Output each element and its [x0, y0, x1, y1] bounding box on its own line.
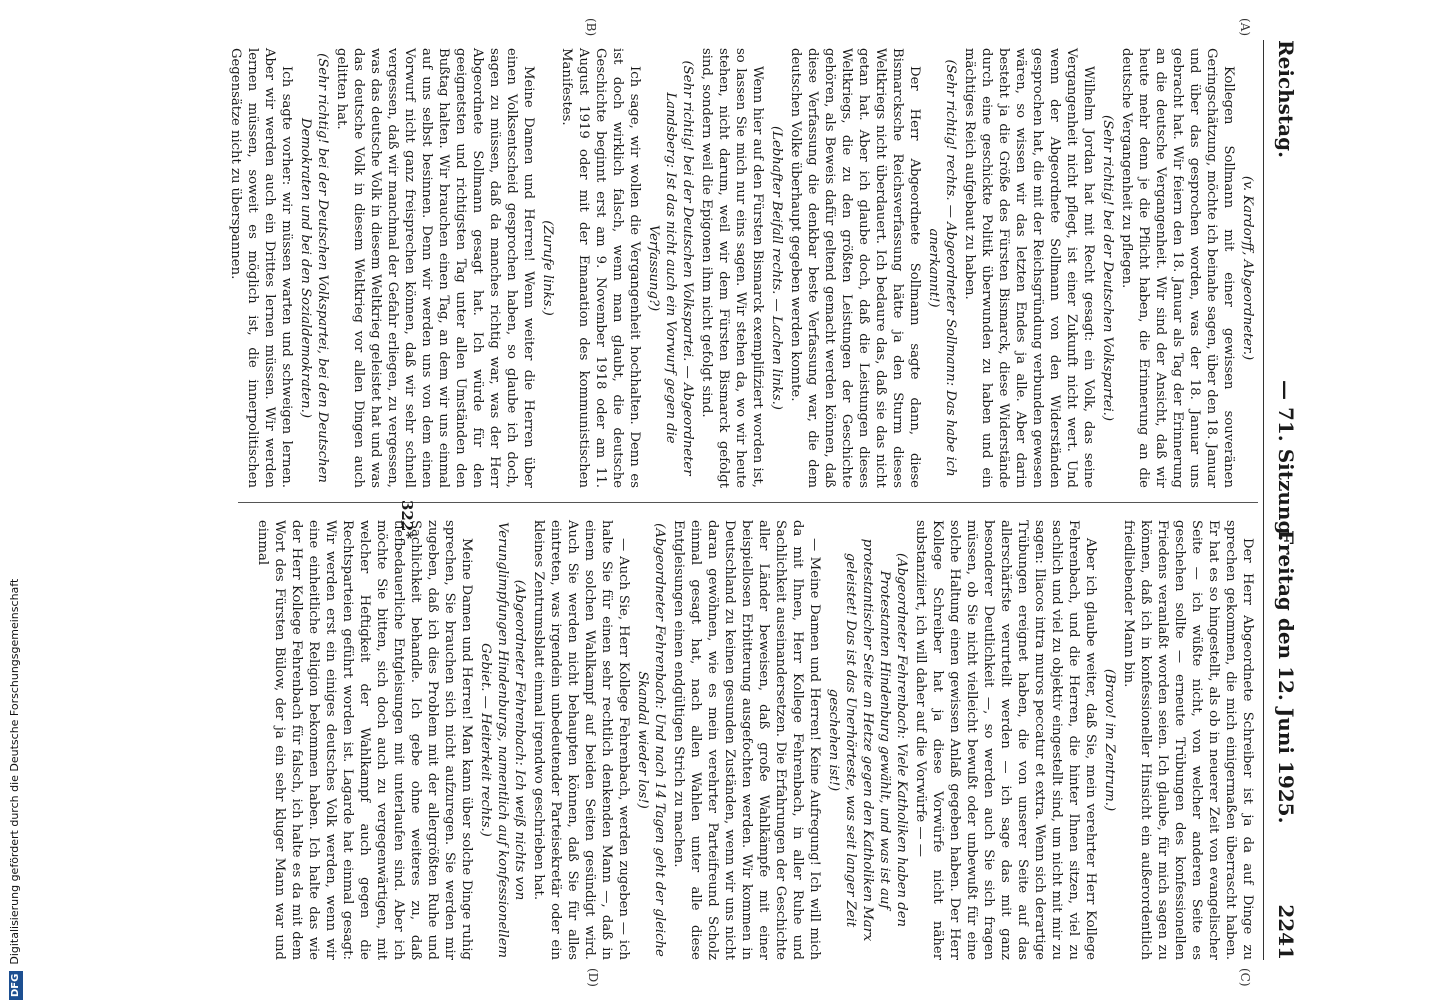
margin-marker-c: (C): [1238, 968, 1252, 987]
paragraph: (Sehr richtig! bei der Deutschen Volkspartei, bei den Deutschen Demokraten und bei den Sozialdemokraten.): [298, 53, 330, 483]
paragraph: (Zurufe links.): [540, 220, 555, 316]
paragraph: (Sehr richtig! bei der Deutschen Volkspartei.): [1100, 114, 1115, 422]
header-rule: [1263, 40, 1264, 960]
paragraph: (Abgeordneter Fehrenbach: Ich weiß nichts von Verunglimpfungen Hindenburgs, namentlich auf konfessionellem Gebiet. — Heiterkeit rechts.): [478, 521, 527, 959]
margin-marker-b: (B): [584, 18, 598, 37]
paragraph: Kollegen Sollmann mit einer gewissen souveränen Geringschätzung, möchte ich beinahe sagen, über den 18. Januar und über das gesprochen worden, was der 18. Januar uns gebracht hat. Wir feiern den 18. Januar als Tag der Erinnerung an die deutsche Vergangenheit. Wir sind der Ansicht, daß wir heute mehr denn je die Pflicht haben, die Erinnerung an die deutsche Vergangenheit zu pflegen.: [1119, 48, 1236, 488]
paragraph: (Lebhafter Beifall rechts. — Lachen links.): [769, 126, 784, 410]
page-header: [1268, 40, 1298, 960]
paragraph: Ich sage, wir wollen die Vergangenheit hochhalten. Denn es ist doch wirklich falsch, wenn man glaubt, die deutsche Geschichte beginnt erst am 9. November 1918 oder am 11. August 1919 oder mit der Emanation des kommunistischen Manifestes.: [559, 48, 642, 488]
paragraph: Wenn hier auf den Fürsten Bismarck exemplifiziert worden ist, so lassen Sie mich nur eins sagen. Wir stehen da, wo wir heute stehen, nicht darum, weil wir dem Fürsten Bismarck gefolgt sind, sondern weil die Epigonen ihm nicht gefolgt sind.: [699, 48, 765, 488]
paragraph: Aber ich glaube weiter, daß Sie, mein verehrter Herr Kollege Fehrenbach, und die Herren, die hinter Ihnen sitzen, viel zu sachlich und viel zu objektiv eingestellt sind, um nicht mit mir zu sagen: Iliacos intra muros peccatur et extra. Wenn sich derartige Trübungen ereignet haben, die von unserer Seite auf das allerschärfste verurteilt werden — ich sage das mit ganz besonderer Deutlichkeit —, so werden auch Sie sich fragen müssen, ob Sie nicht vielleicht bewußt oder unbewußt für eine solche Haltung einen gewissen Anlaß gegeben haben. Der Herr Kollege Schreiber hat ja diese Vorwürfe nicht näher substanziiert, ich will daher auf die Vorwürfe — —: [913, 520, 1098, 960]
dfg-logo: DFG: [9, 971, 23, 1000]
margin-marker-a: (A): [1238, 18, 1252, 37]
scanned-page: [118, 0, 1348, 1000]
paragraph: — Auch Sie, Herr Kollege Fehrenbach, werden zugeben — ich halte Sie für einen sehr rechtlich denkenden Mann —, daß in einem solchen Wahlkampf auf beiden Seiten gesündigt wird. Auch Sie werden nicht behaupten können, daß Sie für alles eintreten, was irgendein unbedeutender Parteisekretär oder ein kleines Zentrumsblatt einmal irgendwo geschrieben hat.: [531, 520, 631, 960]
column-divider: [238, 502, 1258, 503]
paragraph: (Sehr richtig! bei der Deutschen Volkspartei. — Abgeordneter Landsberg: Ist das nicht auch ein Vorwurf gegen die Verfassung?): [646, 60, 695, 476]
header-title: Reichstag.: [1274, 40, 1298, 159]
paragraph: Meine Damen und Herren! Man kann über solche Dinge ruhig sprechen, Sie brauchen sich nicht aufzuregen. Sie werden mir zugeben, daß ich dies Problem mit der allergrößten Ruhe und Sachlichkeit behandle. Ich gebe ohne weiteres zu, daß tiefbedauerliche Entgleisungen mit unterlaufen sind. Aber ich möchte Sie bitten, sich doch auch zu vergegenwärtigen, mit welcher Heftigkeit der Wahlkampf auch gegen die Rechtsparteien geführt worden ist. Lagarde hat einmal gesagt: Wir werden erst ein einiges deutsches Volk werden, wenn wir eine einheitliche Religion bekommen haben. Ich halte das wie der Herr Kollege Fehrenbach für falsch, ich halte es da mit dem Wort des Fürsten Bülow, der ja ein sehr kluger Mann war und einmal: [255, 520, 474, 960]
margin-marker-d: (D): [586, 968, 600, 987]
paragraph: Wilhelm Jordan hat mit Recht gesagt: ein Volk, das seine Vergangenheit nicht pflegt, ist einer Zukunft nicht wert. Und wenn der Abgeordnete Sollmann von den Widerständen gesprochen hat, die mit der Reichsgründung verbunden gewesen wären, so wissen wir das letzten Endes ja alle. Aber darin besteht ja die Größe des Fürsten Bismarck, diese Widerstände durch eine geschickte Politik überwunden zu haben und ein mächtiges Reich aufgebaut zu haben.: [962, 48, 1096, 488]
paragraph: Der Herr Abgeordnete Sollmann sagte dann, diese Bismarcksche Reichsverfassung hätte ja den Sturm dieses Weltkriegs nicht überdauert. Ich bedaure das, daß sie das nicht getan hat. Aber ich glaube doch, daß die Leistungen dieses Weltkriegs, die zu den größten Leistungen der Geschichte gehören, als Beweis dafür geltend gemacht werden können, daß diese Verfassung die denkbar beste Verfassung war, die dem deutschen Volke überhaupt gegeben werden konnte.: [788, 48, 922, 488]
paragraph: Der Herr Abgeordnete Schreiber ist ja da auf Dinge zu sprechen gekommen, die mich einigermaßen überrascht haben. Er hat es so hingestellt, als ob in neuerer Zeit von evangelischer Seite — ich wüßte nicht, von welcher anderen Seite es geschehen sollte — erneute Trübungen des konfessionellen Friedens veranlaßt worden seien. Ich glaube, für mich sagen zu können, daß ich in konfessioneller Hinsicht ein außerordentlich friedliebender Mann bin.: [1121, 520, 1255, 960]
credit-text: Digitalisierung gefördert durch die Deutsche Forschungsgemeinschaft: [8, 578, 21, 965]
paragraph: (Abgeordneter Fehrenbach: Viele Katholiken haben den Protestanten Hindenburg gewählt, und was ist auf protestantischer Seite an Hetze gegen den Katholiken Marx geleistet! Das ist das Unerhörteste, was seit langer Zeit geschehen ist!): [826, 538, 909, 942]
paragraph: (Abgeordneter Fehrenbach: Und nach 14 Tagen geht der gleiche Skandal wieder los!): [635, 523, 667, 957]
header-page-number: 2241: [1274, 904, 1298, 960]
left-column: [225, 48, 1256, 488]
header-session: — 71. Sitzung.: [1274, 380, 1298, 542]
paragraph: (v. Kardorff, Abgeordneter.): [1240, 175, 1255, 361]
right-column: [252, 520, 1256, 960]
footer-page-number: 322*: [398, 500, 416, 540]
digitization-credit: [4, 0, 26, 1000]
paragraph: — Meine Damen und Herren! Keine Aufregung! Ich will mich da mit Ihnen, Herr Kollege Fehrenbach, in aller Ruhe und Sachlichkeit auseinandersetzen. Die Erfahrungen der Geschichte aller Länder beweisen, daß große Wahlkämpfe mit einer beispiellosen Erbitterung ausgefochten werden. Wir kommen in Deutschland zu keinen gesunden Zuständen, wenn wir uns nicht daran gewöhnen, wie es mein verehrter Parteifreund Scholz einmal gesagt hat, nach allen Wahlen unter alle diese Entgleisungen einen endgültigen Strich zu machen.: [671, 520, 822, 960]
paragraph: Meine Damen und Herren! Wenn weiter die Herren über einen Volksentscheid gesprochen haben, so glaube ich doch, sagen zu müssen, daß da manches richtig war, was der Herr Abgeordnete Sollmann gesagt hat. Ich würde für den geeignetsten und richtigsten Tag unter allen Umständen den Bußtag halten. Wir brauchen einen Tag, an dem wir uns einmal auf uns selbst besinnen. Denn wir werden uns von dem einen Vorwurf nicht ganz freisprechen können, daß wir sehr schnell vergessen, daß wir manchmal der Gefahr erliegen, zu vergessen, was das deutsche Volk in diesem Weltkrieg geleistet hat und was das deutsche Volk in diesem Weltkrieg vor allen Dingen auch gelitten hat.: [334, 48, 536, 488]
header-date: Freitag den 12. Juni 1925.: [1274, 530, 1298, 824]
paragraph: (Sehr richtig! rechts. — Abgeordneter Sollmann: Das habe ich anerkannt!): [926, 59, 958, 477]
paragraph: Ich sagte vorher: wir müssen warten und schweigen lernen. Aber wir werden auch ein Drittes lernen müssen. Wir werden lernen müssen, soweit es möglich ist, die innerpolitischen Gegensätze nicht zu überspannen.: [228, 48, 294, 488]
paragraph: (Bravo! im Zentrum.): [1102, 668, 1117, 812]
